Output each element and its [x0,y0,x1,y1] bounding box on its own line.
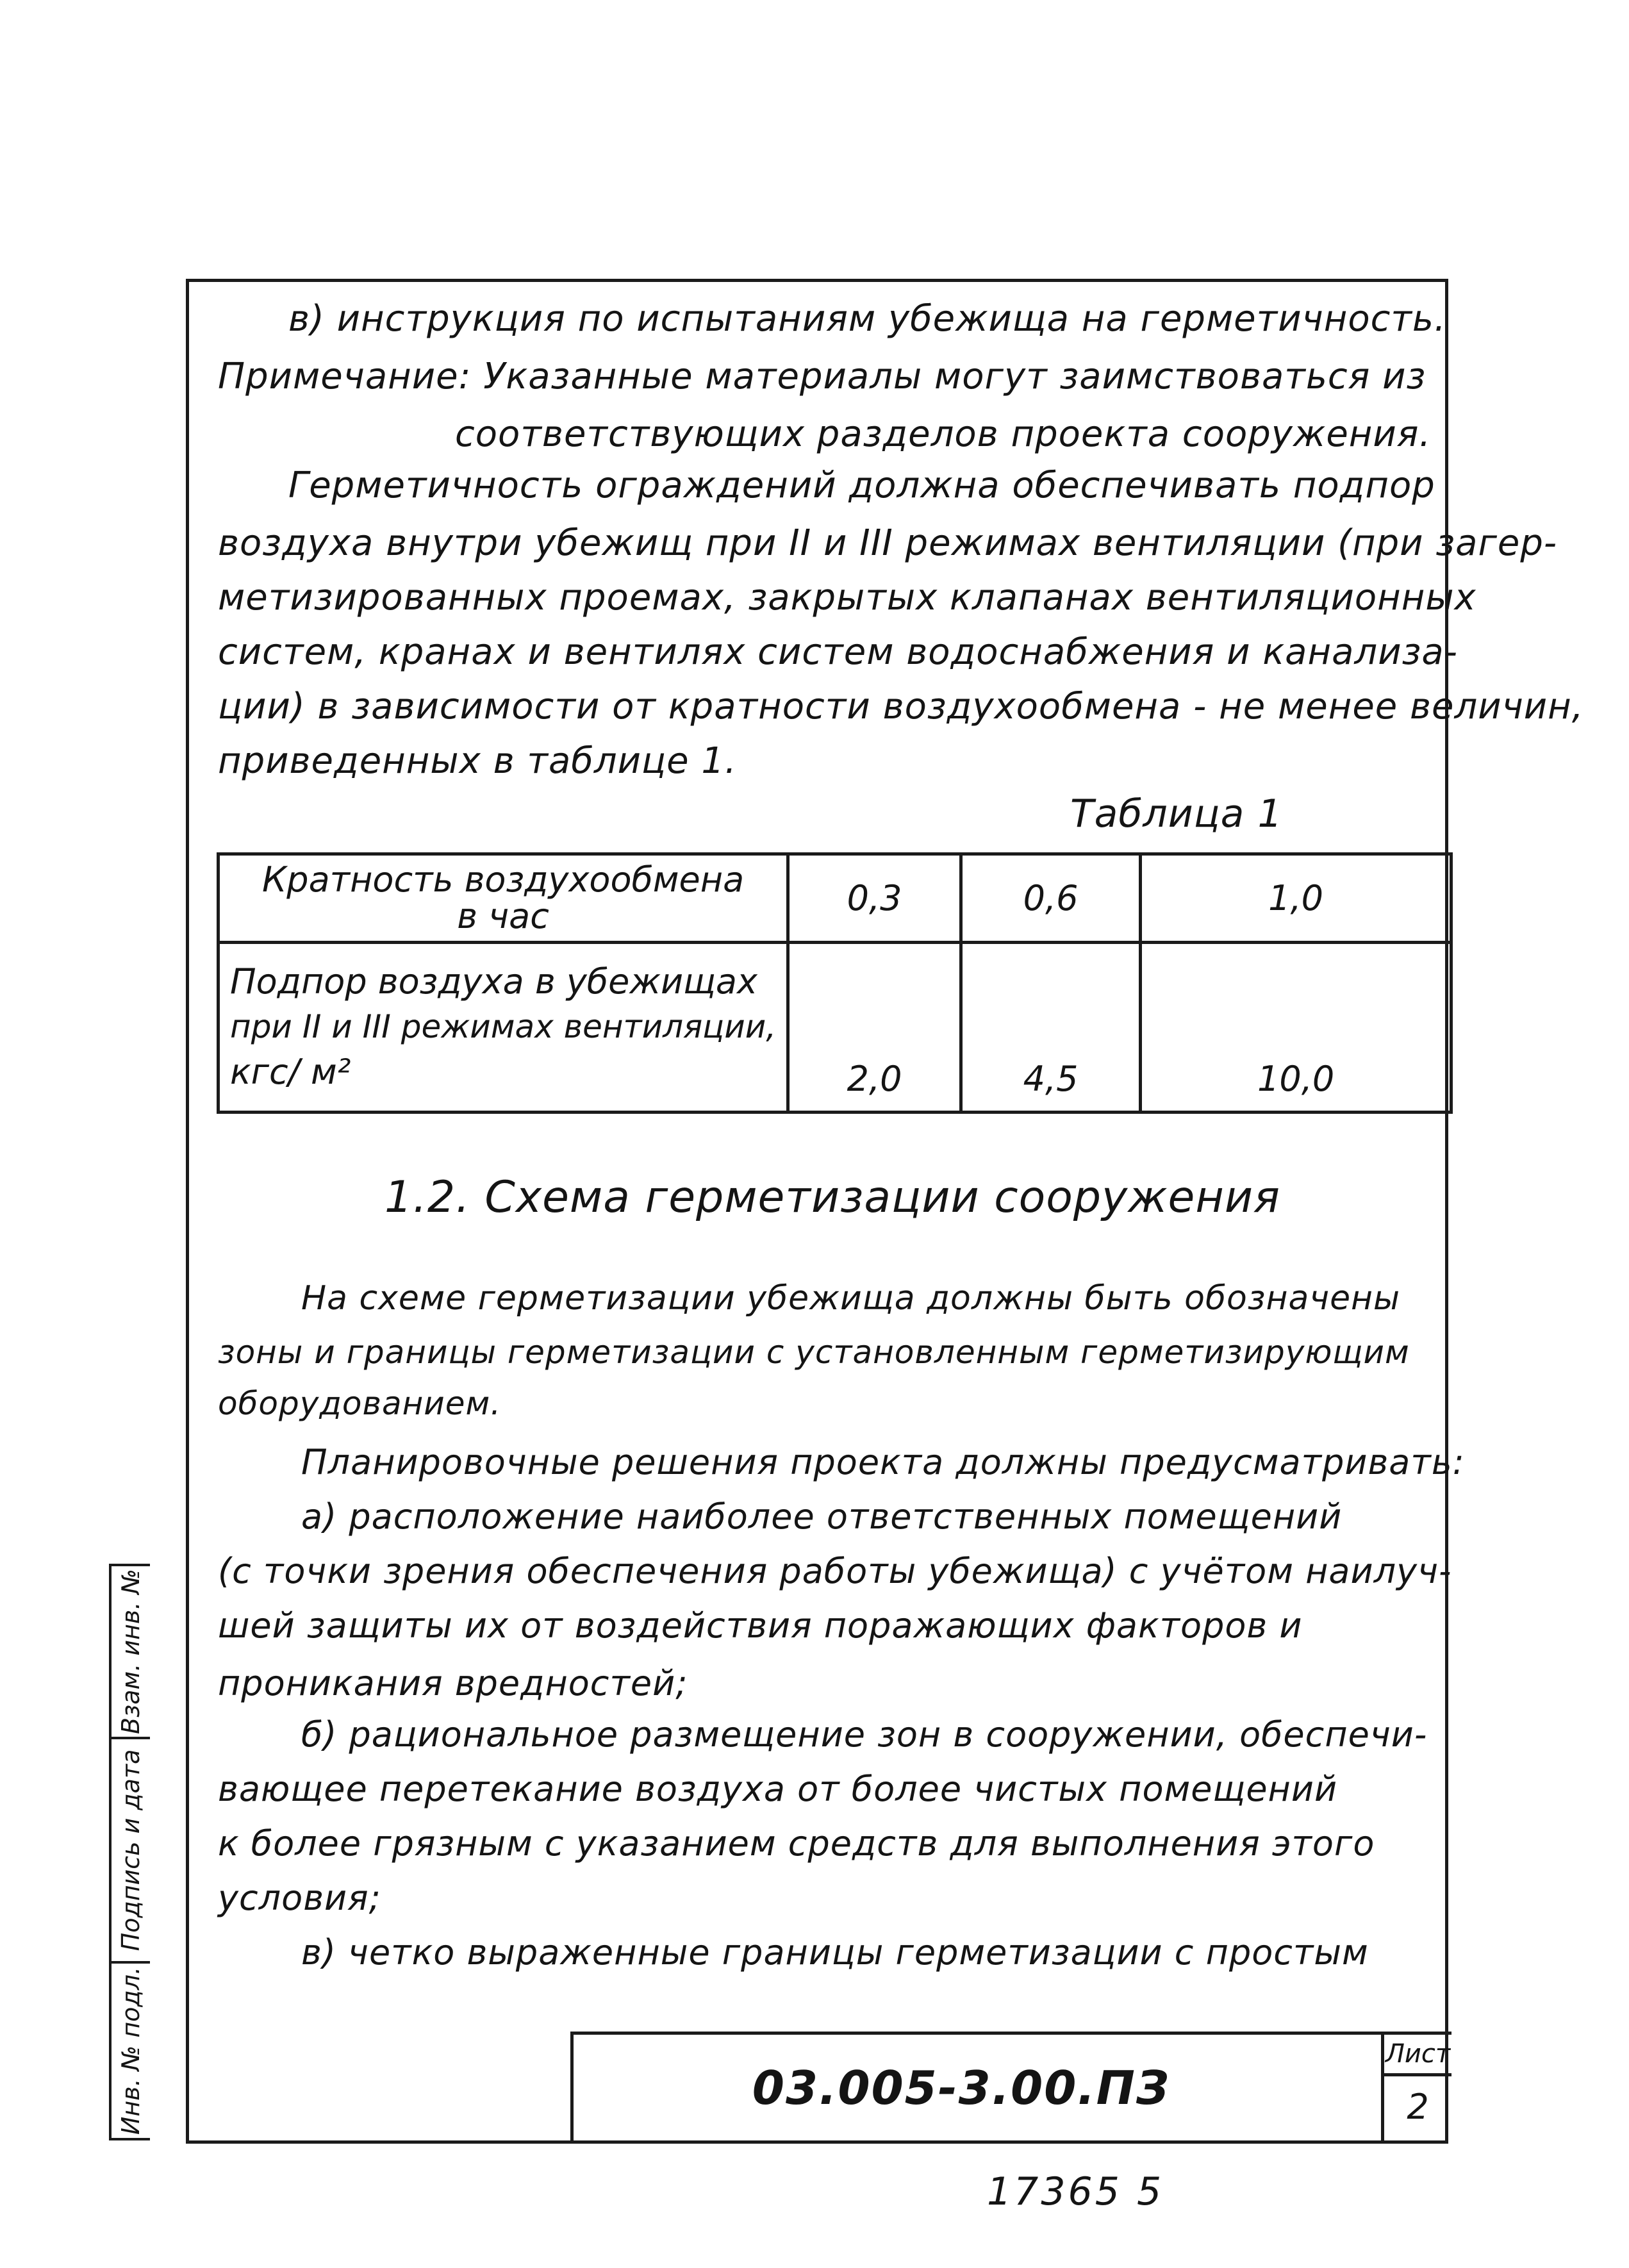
text-line: условия; [218,1878,381,1918]
side-stamp [106,1564,189,2140]
text-line: воздуха внутри убежищ при II и III режимах вентиляции (при загер- [218,522,1558,564]
document-code: 03.005-3.00.ПЗ [752,2060,1171,2115]
table-cell: 2,0 [788,943,961,1113]
side-column-inner [151,1564,189,2140]
text-line: вающее перетекание воздуха от более чистых помещений [218,1769,1338,1809]
text-line: приведенных в таблице 1. [218,740,737,782]
table-cell: 10,0 [1141,943,1451,1113]
text-line: Планировочные решения проекта должны предусматривать: [301,1442,1465,1482]
text-line: а) расположение наиболее ответственных помещений [301,1496,1343,1537]
text-line: метизированных проемах, закрытых клапанах вентиляционных [218,577,1476,618]
text-line: оборудованием. [218,1385,502,1422]
section-title: 1.2. Схема герметизации сооружения [385,1172,1280,1223]
table-cell: 0,6 [961,854,1141,943]
text-line: к более грязным с указанием средств для выполнения этого [218,1823,1375,1864]
text-line: систем, кранах и вентилях систем водоснабжения и канализа- [218,631,1458,673]
table-row [219,854,1451,943]
table-label-line: кгс/ м² [230,1051,351,1092]
table-row [219,943,1451,1113]
side-cell-podpis-data [112,1737,150,1961]
sheet-number: 2 [1407,2087,1429,2127]
table-caption: Таблица 1 [1070,791,1283,836]
text-line: соответствующих разделов проекта сооружения. [455,413,1432,455]
table-label-line: при II и III режимах вентиляции, [230,1008,777,1046]
table-cell: 4,5 [961,943,1141,1113]
text-line: Герметичность ограждений должна обеспечивать подпор [288,465,1435,506]
title-block [570,2032,1451,2140]
table-label-line: Подпор воздуха в убежищах [230,961,757,1002]
text-line: На схеме герметизации убежища должны быть обозначены [301,1279,1401,1318]
table-label-line: в час [457,895,549,936]
text-line: ции) в зависимости от кратности воздухообмена - не менее величин, [218,686,1584,727]
table-row-label [219,943,788,1113]
footer-number: 17365 5 [987,2169,1164,2214]
side-column-outer [109,1564,147,2140]
text-line: проникания вредностей; [218,1663,688,1703]
text-line: зоны и границы герметизации с установленным герметизирующим [218,1334,1410,1371]
text-line: в) четко выраженные границы герметизации с простым [301,1932,1369,1973]
sheet-label: Лист [1384,2035,1451,2076]
side-cell-inv-podl [112,1961,150,2140]
text-line: Примечание: Указанные материалы могут заимствоваться из [218,356,1426,397]
side-label: Взам. инв. № [117,1568,145,1735]
text-line: шей защиты их от воздействия поражающих факторов и [218,1605,1303,1646]
text-line: в) инструкция по испытаниям убежища на герметичность. [288,298,1446,340]
air-exchange-table [217,852,1453,1114]
side-cell-vzam-inv [112,1564,150,1737]
text-line: б) рациональное размещение зон в сооружении, обеспечи- [301,1714,1428,1755]
table-cell: 1,0 [1141,854,1451,943]
sheet-box [1381,2035,1451,2144]
side-label: Инв. № подл. [117,1966,145,2135]
table-row-label [219,854,788,943]
text-line: (с точки зрения обеспечения работы убежища) с учётом наилуч- [218,1551,1452,1591]
table-label-line: Кратность воздухообмена [261,859,745,900]
side-label: Подпись и дата [117,1749,145,1951]
table-cell: 0,3 [788,854,961,943]
